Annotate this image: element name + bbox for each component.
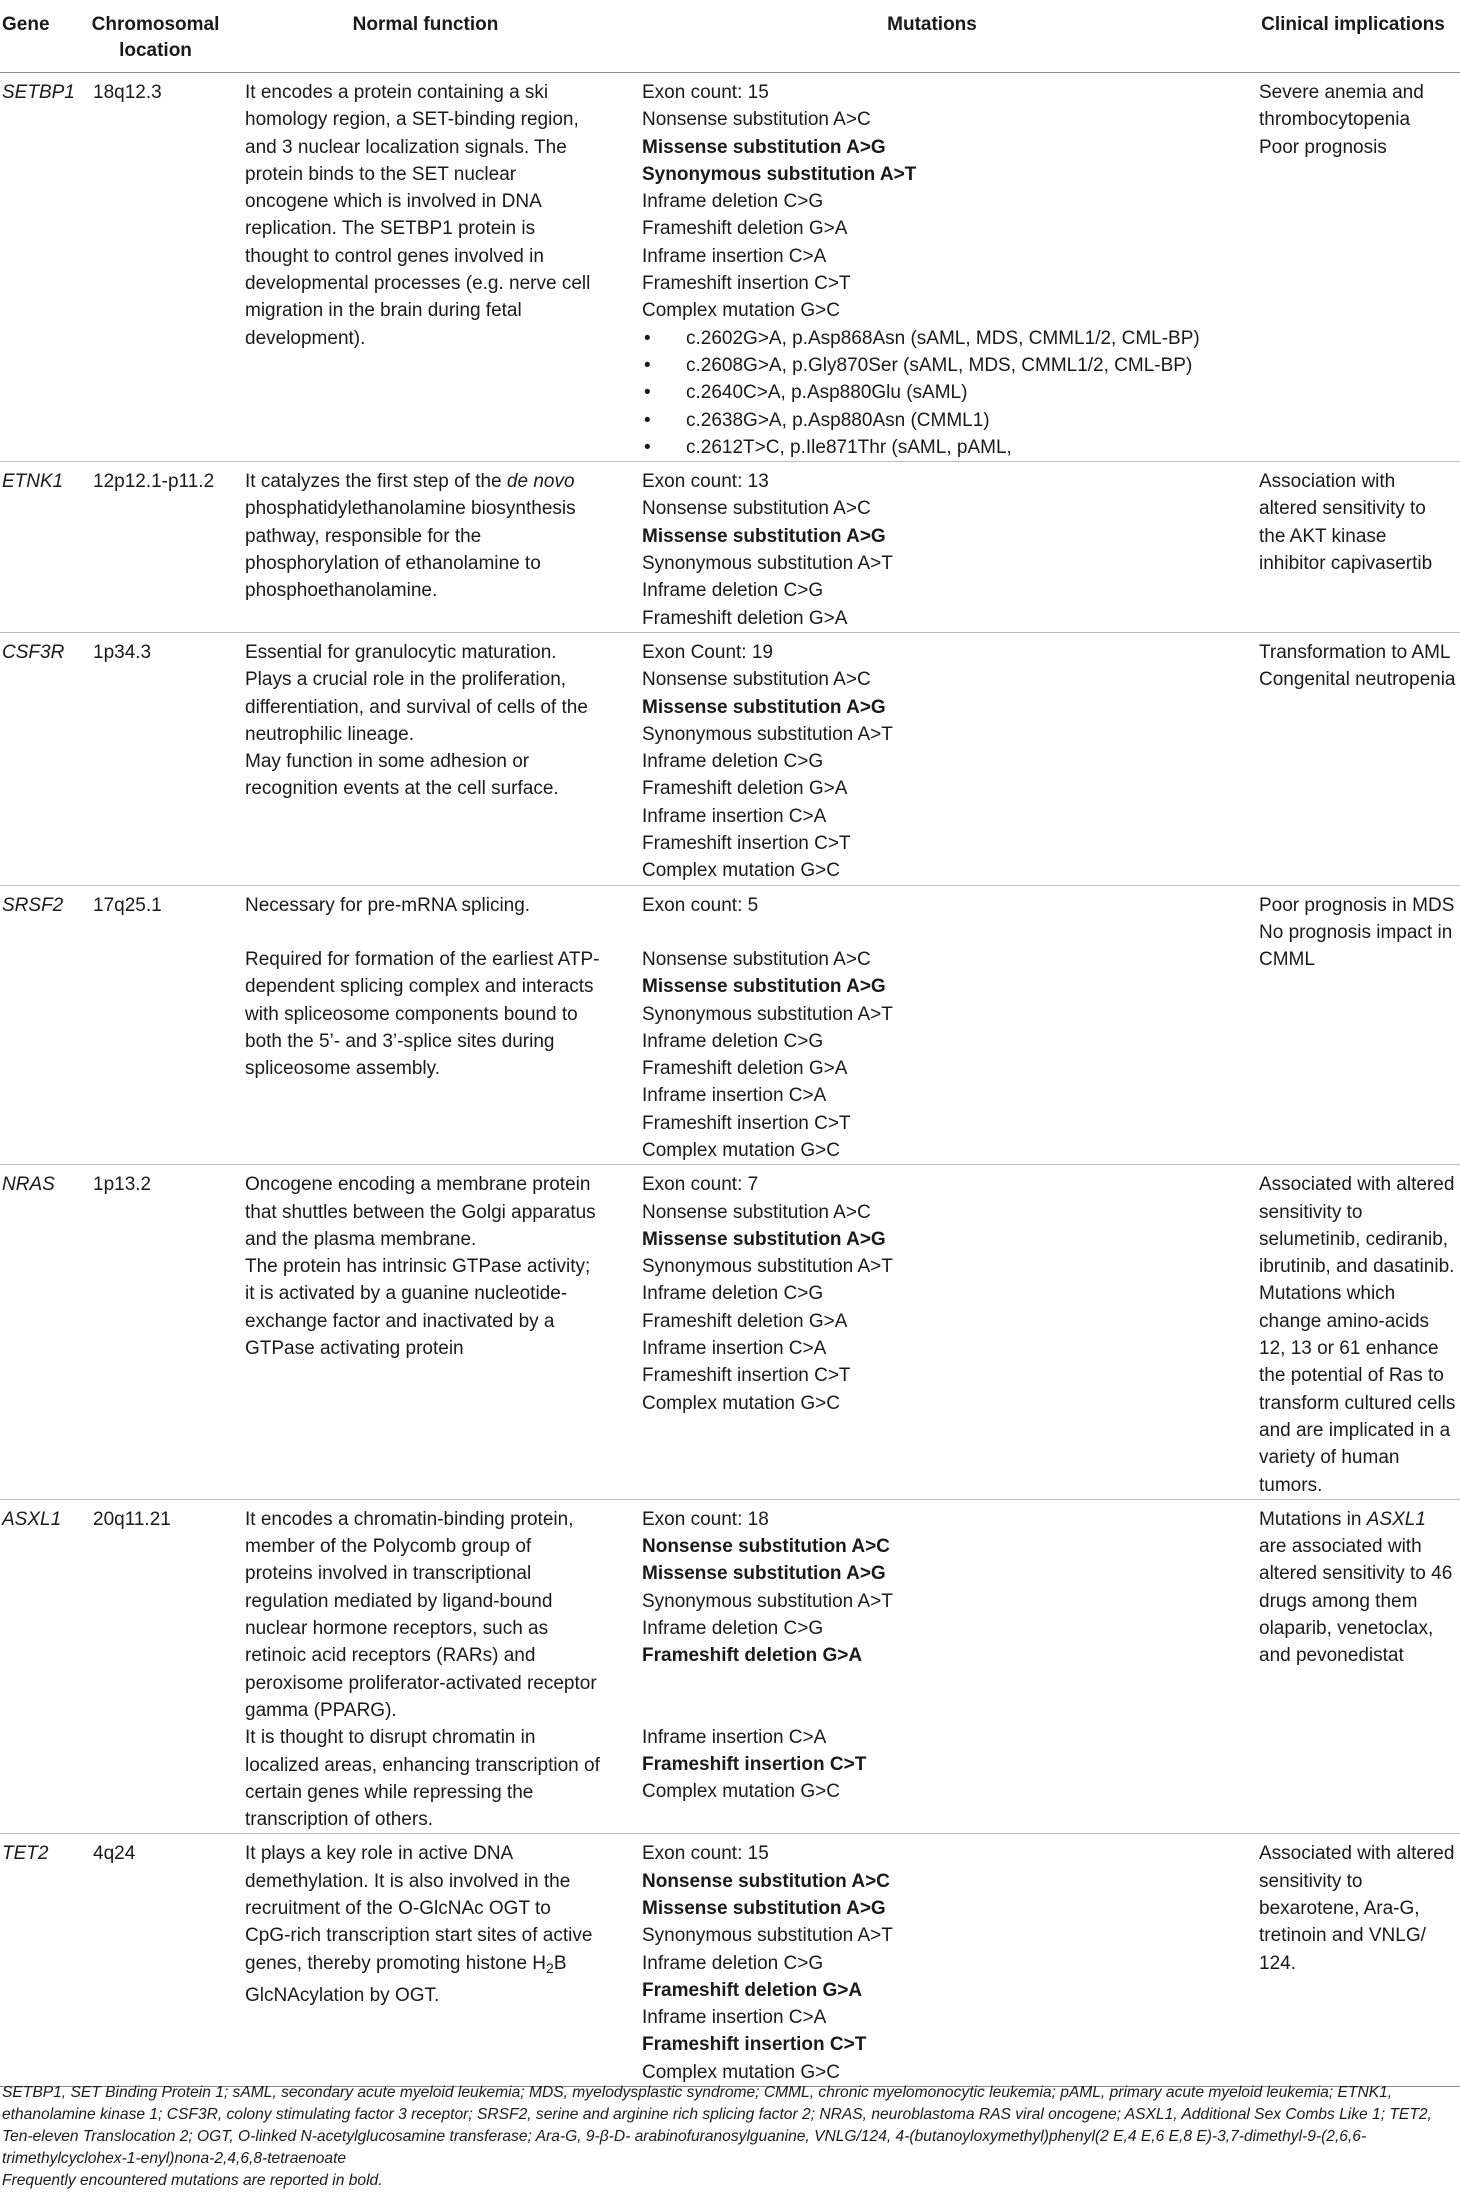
- mutation-line: Frameshift deletion G>A: [642, 218, 848, 240]
- table-row-tet2: [0, 1834, 1460, 2087]
- mutation-line: Frameshift deletion G>A: [642, 1310, 848, 1332]
- table-row-nras: [0, 1165, 1460, 1500]
- mutation-line: Synonymous substitution A>T: [642, 163, 917, 185]
- header-mutations: Mutations: [618, 0, 1246, 73]
- mutation-line: Synonymous substitution A>T: [642, 553, 893, 575]
- mutation-line: Nonsense substitution A>C: [642, 669, 871, 691]
- spacer: [642, 919, 1242, 946]
- function-cell: [233, 632, 618, 885]
- mutation-line: Frameshift insertion C>T: [642, 273, 851, 295]
- function-text: The protein has intrinsic GTPase activity; it is activated by a guanine nucleotide-exchange factor and inactivated by a GTPase activating protein: [245, 1256, 591, 1360]
- function-emphasis: de novo: [506, 471, 575, 493]
- mutation-line: Exon count: 5: [642, 894, 759, 916]
- spacer: [642, 1670, 1242, 1697]
- clinical-line: Poor prognosis: [1259, 136, 1387, 158]
- function-text: It plays a key role in active DNA demethylation. It is also involved in the recruitment of the O-GlcNAc OGT to CpG-rich transcription start sites of active genes, thereby promoting histone H: [245, 1843, 593, 1974]
- mutations-cell: [618, 1834, 1246, 2087]
- mutation-line: Frameshift insertion C>T: [642, 1365, 851, 1387]
- variant-item: • c.2638G>A, p.Asp880Asn (CMML1): [642, 407, 1242, 434]
- mutation-line: Inframe deletion C>G: [642, 1283, 824, 1305]
- header-row: [0, 0, 1460, 73]
- function-cell: [233, 462, 618, 633]
- mutation-line: Missense substitution A>G: [642, 1898, 886, 1919]
- location-cell: 4q24: [78, 1834, 233, 2087]
- mutation-line: Nonsense substitution A>C: [642, 498, 871, 520]
- mutation-line: Synonymous substitution A>T: [642, 1590, 893, 1612]
- clinical-text: Mutations in: [1259, 1508, 1367, 1530]
- clinical-cell: Association with altered sensitivity to the AKT kinase inhibitor capivasertib: [1246, 462, 1460, 633]
- location-cell: 1p13.2: [78, 1165, 233, 1500]
- mutation-line: Exon count: 15: [642, 1843, 769, 1865]
- mutation-line: Missense substitution A>G: [642, 1228, 886, 1250]
- mutation-line: Nonsense substitution A>C: [642, 1870, 890, 1892]
- mutations-cell: [618, 73, 1246, 462]
- table-row-csf3r: [0, 632, 1460, 885]
- mutation-line: Frameshift insertion C>T: [642, 1753, 867, 1775]
- header-location: Chromosomal location: [78, 0, 233, 73]
- mutation-line: Inframe insertion C>A: [642, 1726, 827, 1748]
- mutation-line: Inframe deletion C>G: [642, 1030, 824, 1052]
- mutations-cell: [618, 1499, 1246, 1834]
- clinical-line: Poor prognosis in MDS: [1259, 894, 1455, 916]
- clinical-cell: [1246, 632, 1460, 885]
- mutation-line: Inframe deletion C>G: [642, 1952, 824, 1974]
- location-cell: 20q11.21: [78, 1499, 233, 1834]
- mutation-line: Missense substitution A>G: [642, 136, 886, 158]
- function-cell: It encodes a protein containing a ski homology region, a SET-binding region, and 3 nuclear localization signals. The protein binds to the SET nuclear oncogene which is involved in DNA replication. The SETBP1 protein is thought to control genes involved in developmental processes (e.g. nerve cell migration in the brain during fetal development).: [233, 73, 618, 462]
- mutation-line: Complex mutation G>C: [642, 1139, 840, 1161]
- mutation-line: Synonymous substitution A>T: [642, 1925, 893, 1947]
- clinical-line: Severe anemia and thrombocytopenia: [1259, 82, 1424, 131]
- clinical-cell: Associated with altered sensitivity to bexarotene, Ara-G, tretinoin and VNLG/ 124.: [1246, 1834, 1460, 2087]
- clinical-cell: Associated with altered sensitivity to selumetinib, cediranib, ibrutinib, and dasatinib. Mutations which change amino-acids 12, 13 or 61 enhance the potential of Ras to transform cultured cells and are implicated in a variety of human tumors.: [1246, 1165, 1460, 1500]
- spacer: [245, 919, 600, 946]
- mutation-line: Inframe insertion C>A: [642, 1338, 827, 1360]
- variant-item: • c.2612T>C, p.Ile871Thr (sAML, pAML,: [642, 434, 1242, 461]
- mutation-line: Nonsense substitution A>C: [642, 948, 871, 970]
- function-cell: [233, 885, 618, 1165]
- mutation-line: Complex mutation G>C: [642, 860, 840, 882]
- header-gene: Gene: [0, 0, 78, 73]
- mutation-line: Nonsense substitution A>C: [642, 109, 871, 131]
- function-text: Essential for granulocytic maturation. Plays a crucial role in the proliferation, differentiation, and survival of cells of the neutrophilic lineage.: [245, 641, 588, 745]
- mutations-cell: [618, 885, 1246, 1165]
- mutation-line: Frameshift deletion G>A: [642, 607, 848, 629]
- mutation-line: Frameshift deletion G>A: [642, 1645, 863, 1667]
- function-text: Necessary for pre-mRNA splicing.: [245, 894, 531, 916]
- clinical-emphasis: ASXL1: [1366, 1508, 1426, 1530]
- location-cell: 17q25.1: [78, 885, 233, 1165]
- gene-cell: ETNK1: [0, 462, 78, 633]
- mutation-line: Inframe insertion C>A: [642, 245, 827, 267]
- mutation-line: Inframe deletion C>G: [642, 751, 824, 773]
- mutation-line: Frameshift insertion C>T: [642, 1112, 851, 1134]
- table-row-asxl1: [0, 1499, 1460, 1834]
- function-text: It catalyzes the first step of the: [245, 471, 507, 493]
- mutation-line: Complex mutation G>C: [642, 300, 840, 322]
- clinical-line: Congenital neutropenia: [1259, 669, 1456, 691]
- clinical-cell: [1246, 73, 1460, 462]
- mutation-line: Synonymous substitution A>T: [642, 1003, 893, 1025]
- mutation-line: Inframe insertion C>A: [642, 2007, 827, 2029]
- function-text: It encodes a chromatin-binding protein, member of the Polycomb group of proteins involved in transcriptional regulation mediated by ligand-bound nuclear hormone receptors, such as retinoic acid receptors (RARs) and peroxisome proliferator-activated receptor gamma (PPARG).: [245, 1508, 597, 1721]
- mutation-line: Complex mutation G>C: [642, 1781, 840, 1803]
- mutations-cell: [618, 462, 1246, 633]
- mutation-line: Frameshift deletion G>A: [642, 1058, 848, 1080]
- mutation-line: Frameshift insertion C>T: [642, 2034, 867, 2056]
- mutation-line: Synonymous substitution A>T: [642, 723, 893, 745]
- mutation-line: Missense substitution A>G: [642, 525, 886, 547]
- header-clinical: Clinical implications: [1246, 0, 1460, 73]
- mutation-line: Nonsense substitution A>C: [642, 1536, 890, 1558]
- mutation-line: Inframe insertion C>A: [642, 1085, 827, 1107]
- location-cell: 18q12.3: [78, 73, 233, 462]
- mutation-line: Complex mutation G>C: [642, 2061, 840, 2083]
- mutations-cell: [618, 1165, 1246, 1500]
- variant-item: • c.2640C>A, p.Asp880Glu (sAML): [642, 379, 1242, 406]
- variant-item: • c.2608G>A, p.Gly870Ser (sAML, MDS, CMML1/2, CML-BP): [642, 352, 1242, 379]
- footnote-bold-note: Frequently encountered mutations are reported in bold.: [2, 2172, 383, 2189]
- mutation-line: Inframe insertion C>A: [642, 805, 827, 827]
- mutations-cell: [618, 632, 1246, 885]
- mutation-line: Missense substitution A>G: [642, 976, 886, 998]
- mutation-line: Exon count: 18: [642, 1508, 769, 1530]
- gene-cell: NRAS: [0, 1165, 78, 1500]
- gene-cell: ASXL1: [0, 1499, 78, 1834]
- function-text: It is thought to disrupt chromatin in localized areas, enhancing transcription of certain genes while repressing the transcription of others.: [245, 1727, 600, 1831]
- header-function: Normal function: [233, 0, 618, 73]
- mutation-line: Frameshift deletion G>A: [642, 1979, 863, 2001]
- clinical-line: Transformation to AML: [1259, 641, 1451, 663]
- mutation-line: Exon Count: 19: [642, 641, 773, 663]
- function-text: May function in some adhesion or recognition events at the cell surface.: [245, 751, 559, 800]
- function-text: phosphatidylethanolamine biosynthesis pathway, responsible for the phosphorylation of ethanolamine to phosphoethanolamine.: [245, 498, 576, 602]
- variant-item: • c.2602G>A, p.Asp868Asn (sAML, MDS, CMML1/2, CML-BP): [642, 325, 1242, 352]
- clinical-line: No prognosis impact in CMML: [1259, 921, 1453, 971]
- table-footnote: [2, 2082, 1452, 2192]
- table-row-setbp1: [0, 73, 1460, 462]
- mutation-line: Frameshift deletion G>A: [642, 778, 848, 800]
- spacer: [642, 1697, 1242, 1724]
- mutation-line: Nonsense substitution A>C: [642, 1201, 871, 1223]
- mutation-line: Inframe deletion C>G: [642, 580, 824, 602]
- mutation-line: Exon count: 15: [642, 82, 769, 103]
- mutation-line: Frameshift insertion C>T: [642, 833, 851, 855]
- gene-cell: SETBP1: [0, 73, 78, 462]
- mutation-line: Complex mutation G>C: [642, 1392, 840, 1414]
- gene-cell: TET2: [0, 1834, 78, 2087]
- function-text: B GlcNAcylation by OGT.: [245, 1952, 567, 2006]
- mutation-line: Inframe deletion C>G: [642, 191, 824, 213]
- gene-cell: SRSF2: [0, 885, 78, 1165]
- clinical-cell: [1246, 885, 1460, 1165]
- mutation-line: Inframe deletion C>G: [642, 1618, 824, 1640]
- mutation-line: Missense substitution A>G: [642, 1563, 886, 1585]
- location-cell: 1p34.3: [78, 632, 233, 885]
- gene-cell: CSF3R: [0, 632, 78, 885]
- function-cell: [233, 1165, 618, 1500]
- footnote-abbreviations: SETBP1, SET Binding Protein 1; sAML, secondary acute myeloid leukemia; MDS, myelodysplastic syndrome; CMML, chronic myelomonocytic leukemia; pAML, primary acute myeloid leukemia; ETNK1, ethanolamine kinase 1; CSF3R, colony stimulating factor 3 receptor; SRSF2, serine and arginine rich splicing factor 2; NRAS, neuroblastoma RAS viral oncogene; ASXL1, Additional Sex Combs Like 1; TET2, Ten-eleven Translocation 2; OGT, O-linked N-acetylglucosamine transferase; Ara-G, 9-β-D- arabinofuranosylguanine, VNLG/124, 4-(butanoyloxymethyl)phenyl(2 E,4 E,6 E,8 E)-3,7-dimethyl-9-(2,6,6-trimethylcyclohex-1-enyl)nona-2,4,6,8-tetraenoate: [2, 2084, 1432, 2167]
- mutation-line: Synonymous substitution A>T: [642, 1256, 893, 1278]
- table-row-etnk1: [0, 462, 1460, 633]
- function-text: Required for formation of the earliest ATP-dependent splicing complex and interacts with spliceosome components bound to both the 5’- and 3’-splice sites during spliceosome assembly.: [245, 948, 600, 1080]
- clinical-cell: [1246, 1499, 1460, 1834]
- mutation-line: Exon count: 7: [642, 1174, 759, 1196]
- mutation-line: Exon count: 13: [642, 471, 769, 493]
- clinical-text: are associated with altered sensitivity to 46 drugs among them olaparib, venetoclax, and pevonedistat: [1259, 1536, 1453, 1667]
- function-text: Oncogene encoding a membrane protein that shuttles between the Golgi apparatus and the plasma membrane.: [245, 1174, 596, 1250]
- location-cell: 12p12.1-p11.2: [78, 462, 233, 633]
- mutation-line: Missense substitution A>G: [642, 696, 886, 718]
- table-row-srsf2: [0, 885, 1460, 1165]
- function-cell: [233, 1499, 618, 1834]
- function-cell: [233, 1834, 618, 2087]
- function-subscript: 2: [546, 1959, 554, 1976]
